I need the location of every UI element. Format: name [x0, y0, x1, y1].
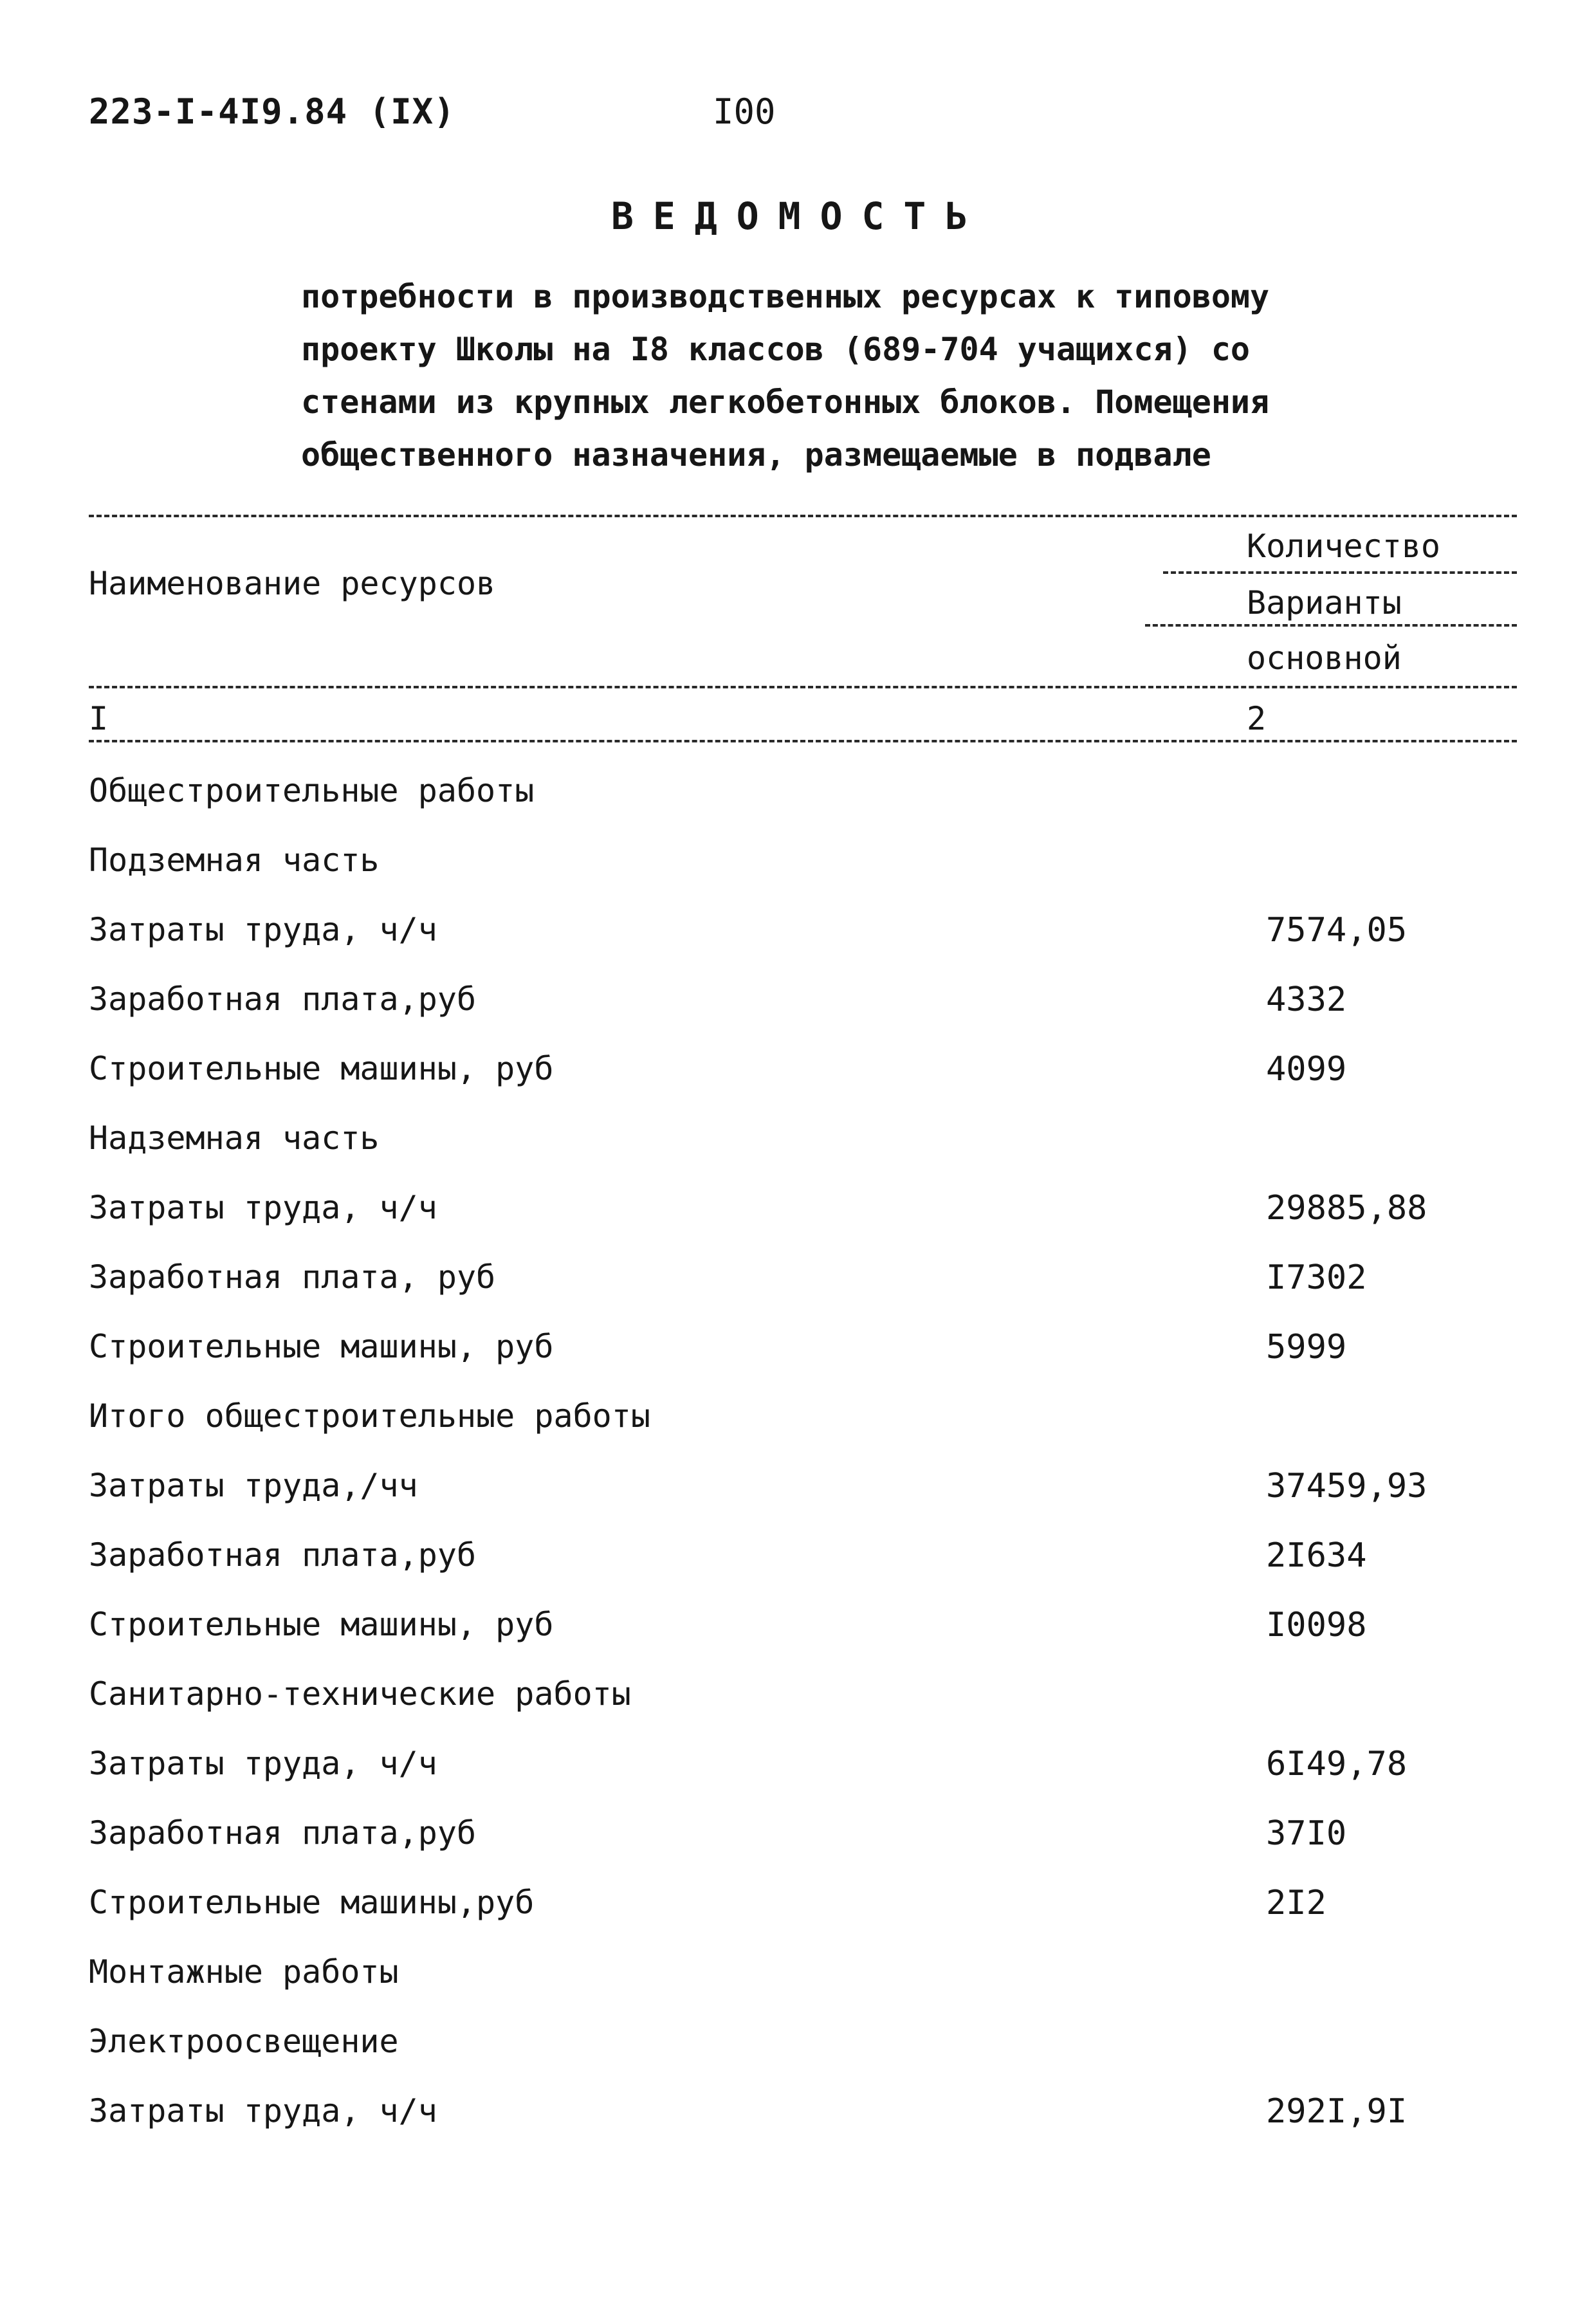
row-label: Затраты труда,/чч: [89, 1467, 418, 1504]
page-number: I00: [713, 91, 776, 132]
row-label: Затраты труда, ч/ч: [89, 911, 437, 948]
column-index-2: 2: [1247, 700, 1267, 737]
table-row: [89, 1108, 1517, 1177]
table-row: [89, 1177, 1517, 1247]
row-label: Строительные машины, руб: [89, 1050, 554, 1087]
row-value: 37I0: [1266, 1814, 1347, 1853]
row-value: 2I634: [1266, 1536, 1367, 1575]
table-row: [89, 830, 1517, 899]
table-row: [89, 899, 1517, 969]
row-label: Строительные машины,руб: [89, 1884, 535, 1921]
row-value: I0098: [1266, 1606, 1367, 1644]
table-row: [89, 2011, 1517, 2081]
resource-table-body: [89, 760, 1517, 2150]
column-header-name: Наименование ресурсов: [89, 565, 496, 602]
row-label: Заработная плата, руб: [89, 1258, 496, 1296]
row-value: 6I49,78: [1266, 1745, 1408, 1783]
row-value: I7302: [1266, 1258, 1367, 1297]
header-bottom-rule: [89, 686, 1517, 688]
row-label: Строительные машины, руб: [89, 1606, 554, 1643]
row-label: Итого общестроительные работы: [89, 1397, 650, 1435]
row-label: Заработная плата,руб: [89, 980, 477, 1018]
table-row: [89, 1872, 1517, 1942]
subtitle-line: стенами из крупных легкобетонных блоков. Помещения: [301, 383, 1270, 421]
row-label: Заработная плата,руб: [89, 1814, 477, 1852]
row-label: Монтажные работы: [89, 1953, 399, 1991]
document-code: 223-I-4I9.84 (IX): [89, 91, 455, 132]
row-label: Подземная часть: [89, 842, 380, 879]
table-row: [89, 2081, 1517, 2150]
table-row: [89, 1038, 1517, 1108]
page-subtitle: [301, 270, 1408, 481]
table-row: [89, 1803, 1517, 1872]
column-index-1: I: [89, 700, 109, 737]
table-row: [89, 1455, 1517, 1525]
variant-underline: [1145, 624, 1517, 627]
row-label: Заработная плата,руб: [89, 1536, 477, 1574]
table-row: [89, 1942, 1517, 2011]
table-row: [89, 1664, 1517, 1733]
column-header-quantity: Количество: [1247, 528, 1441, 565]
table-row: [89, 1247, 1517, 1316]
table-row: [89, 760, 1517, 830]
table-top-rule: [89, 515, 1517, 517]
column-header-base: основной: [1247, 639, 1402, 677]
row-label: Надземная часть: [89, 1119, 380, 1157]
row-value: 2I2: [1266, 1884, 1326, 1922]
subtitle-line: потребности в производственных ресурсах к типовому: [301, 278, 1270, 315]
row-label: Электроосвещение: [89, 2023, 399, 2060]
row-value: 5999: [1266, 1328, 1347, 1366]
row-label: Затраты труда, ч/ч: [89, 1745, 437, 1782]
row-value: 37459,93: [1266, 1467, 1427, 1505]
column-header-variants: Варианты: [1247, 584, 1402, 621]
row-label: Строительные машины, руб: [89, 1328, 554, 1365]
subtitle-line: проекту Школы на I8 классов (689-704 учащихся) со: [301, 331, 1251, 368]
table-row: [89, 1386, 1517, 1455]
table-row: [89, 1316, 1517, 1386]
subtitle-line: общественного назначения, размещаемые в подвале: [301, 436, 1211, 474]
index-row-rule: [89, 740, 1517, 742]
row-label: Затраты труда, ч/ч: [89, 1189, 437, 1226]
row-value: 4099: [1266, 1050, 1347, 1089]
table-row: [89, 1594, 1517, 1664]
row-label: Затраты труда, ч/ч: [89, 2092, 437, 2129]
row-value: 29885,88: [1266, 1189, 1427, 1228]
table-row: [89, 1525, 1517, 1594]
table-row: [89, 1733, 1517, 1803]
row-label: Общестроительные работы: [89, 772, 535, 809]
qty-underline: [1163, 571, 1517, 574]
table-row: [89, 969, 1517, 1038]
row-value: 7574,05: [1266, 911, 1408, 950]
row-value: 4332: [1266, 980, 1347, 1019]
page-title: ВЕДОМОСТЬ: [611, 194, 987, 238]
row-value: 292I,9I: [1266, 2092, 1408, 2131]
row-label: Санитарно-технические работы: [89, 1675, 631, 1713]
